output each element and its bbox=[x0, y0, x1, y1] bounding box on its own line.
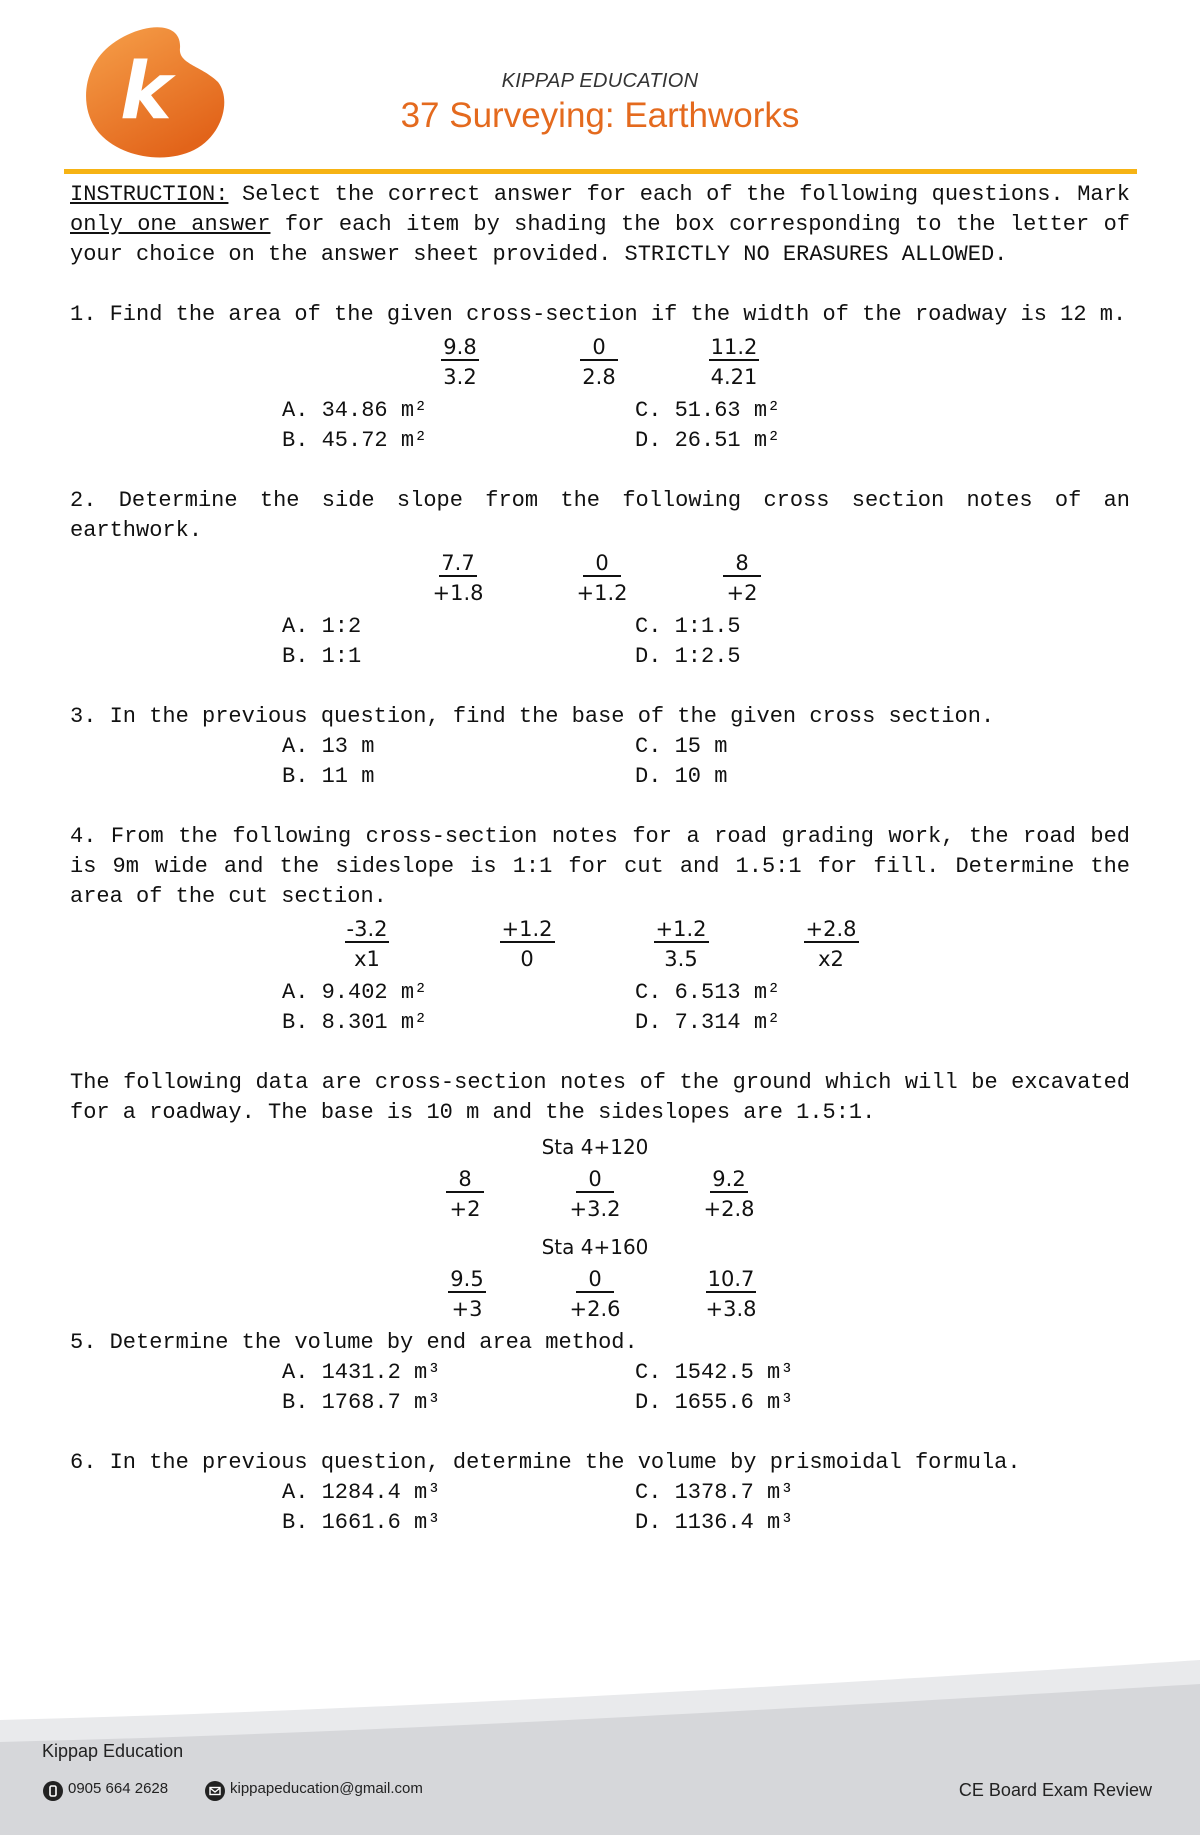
question-5: 5. Determine the volume by end area method. bbox=[70, 1330, 638, 1355]
note-denominator: +3.2 bbox=[569, 1197, 621, 1221]
choice-c: C. 1542.5 m³ bbox=[635, 1360, 794, 1385]
note-numerator: +2.8 bbox=[805, 917, 857, 941]
footer-email: kippapeducation@gmail.com bbox=[230, 1780, 423, 1797]
choice-d: D. 26.51 m² bbox=[635, 428, 781, 453]
footer-phone: 0905 664 2628 bbox=[68, 1780, 169, 1797]
note-numerator: -3.2 bbox=[346, 917, 388, 941]
choice-b: B. 8.301 m² bbox=[282, 1010, 428, 1035]
instruction-text: Select the correct answer for each of the following questions. Mark bbox=[228, 182, 1130, 207]
note-denominator: 0 bbox=[520, 947, 534, 971]
question-1: 1. Find the area of the given cross-section if the width of the roadway is 12 m. bbox=[70, 302, 1127, 327]
station-label: Sta 4+160 bbox=[541, 1235, 649, 1259]
choice-b: B. 45.72 m² bbox=[282, 428, 428, 453]
note-numerator: 8 bbox=[410, 1164, 520, 1194]
instruction-label: INSTRUCTION: bbox=[70, 182, 229, 207]
note-numerator: 9.5 bbox=[412, 1264, 522, 1294]
note-denominator: +2.6 bbox=[569, 1297, 621, 1321]
instruction-emphasis: only one answer bbox=[70, 212, 271, 237]
cross-section-notes-q2 bbox=[70, 546, 1130, 612]
note-denominator: x2 bbox=[818, 947, 844, 971]
choice-c: C. 1:1.5 bbox=[635, 614, 741, 639]
choices-q2 bbox=[70, 612, 1130, 672]
note-denominator: +3 bbox=[451, 1297, 483, 1321]
footer-brand: Kippap Education bbox=[42, 1741, 184, 1761]
choice-b: B. 1661.6 m³ bbox=[282, 1510, 441, 1535]
phone-icon bbox=[43, 1781, 63, 1801]
note-numerator: 0 bbox=[544, 332, 654, 362]
choices-q5 bbox=[70, 1358, 1130, 1418]
note-numerator: 0 bbox=[540, 1164, 650, 1194]
note-denominator: 3.5 bbox=[664, 947, 698, 971]
question-4: 4. From the following cross-section notes for a road grading work, the road bed is 9m wide and the sideslope is 1:1 for cut and 1.5:1 for fill. Determine the area of the cut section. bbox=[70, 824, 1130, 909]
choices-q1 bbox=[70, 396, 1130, 456]
choices-q4 bbox=[70, 978, 1130, 1038]
note-denominator: 4.21 bbox=[710, 365, 758, 389]
note-numerator: 7.7 bbox=[403, 548, 513, 578]
note-denominator: +1.8 bbox=[432, 581, 484, 605]
choice-a: A. 13 m bbox=[282, 734, 375, 759]
choice-d: D. 10 m bbox=[635, 764, 728, 789]
choice-d: D. 1:2.5 bbox=[635, 644, 741, 669]
choice-c: C. 1378.7 m³ bbox=[635, 1480, 794, 1505]
header-divider bbox=[64, 169, 1137, 174]
question-2: 2. Determine the side slope from the following cross section notes of an earthwork. bbox=[70, 488, 1130, 543]
choice-a: A. 9.402 m² bbox=[282, 980, 428, 1005]
note-numerator: +1.2 bbox=[655, 917, 707, 941]
choice-c: C. 6.513 m² bbox=[635, 980, 781, 1005]
note-denominator: +1.2 bbox=[576, 581, 628, 605]
question-3: 3. In the previous question, find the base of the given cross section. bbox=[70, 704, 995, 729]
instruction-text-cont: for each item by shading the box corresponding to the letter of your choice on the answer sheet provided. STRICTLY NO ERASURES ALLOWED. bbox=[70, 212, 1130, 267]
document-title: 37 Surveying: Earthworks bbox=[400, 96, 800, 135]
situation-text: The following data are cross-section notes of the ground which will be excavated for a roadway. The base is 10 m and the sideslopes are 1.5:1. bbox=[70, 1070, 1130, 1125]
choice-b: B. 1768.7 m³ bbox=[282, 1390, 441, 1415]
note-denominator: 2.8 bbox=[582, 365, 616, 389]
note-numerator: 0 bbox=[547, 548, 657, 578]
logo-letter: k bbox=[120, 47, 172, 137]
choice-c: C. 15 m bbox=[635, 734, 728, 759]
cross-section-notes-sta1 bbox=[70, 1162, 1130, 1228]
document-body bbox=[70, 180, 1130, 1538]
choice-d: D. 1136.4 m³ bbox=[635, 1510, 794, 1535]
footer-tagline: CE Board Exam Review bbox=[958, 1780, 1152, 1800]
note-numerator: 9.2 bbox=[674, 1164, 784, 1194]
note-denominator: x1 bbox=[354, 947, 380, 971]
note-numerator: 10.7 bbox=[707, 1267, 755, 1291]
station-label: Sta 4+120 bbox=[541, 1135, 649, 1159]
note-denominator: +2 bbox=[449, 1197, 481, 1221]
kippap-logo bbox=[82, 26, 228, 160]
cross-section-notes-q1 bbox=[70, 330, 1130, 396]
note-numerator: 8 bbox=[687, 548, 797, 578]
note-numerator: 0 bbox=[540, 1264, 650, 1294]
choice-a: A. 1284.4 m³ bbox=[282, 1480, 441, 1505]
question-6: 6. In the previous question, determine the volume by prismoidal formula. bbox=[70, 1450, 1021, 1475]
instruction bbox=[70, 180, 1130, 270]
choice-a: A. 34.86 m² bbox=[282, 398, 428, 423]
choice-c: C. 51.63 m² bbox=[635, 398, 781, 423]
choice-d: D. 1655.6 m³ bbox=[635, 1390, 794, 1415]
choice-a: A. 1431.2 m³ bbox=[282, 1360, 441, 1385]
cross-section-notes-sta2 bbox=[70, 1262, 1130, 1328]
station-label-row bbox=[70, 1128, 1130, 1162]
choice-b: B. 11 m bbox=[282, 764, 375, 789]
note-numerator: 11.2 bbox=[710, 335, 758, 359]
note-numerator: 9.8 bbox=[405, 332, 515, 362]
note-denominator: +2.8 bbox=[703, 1197, 755, 1221]
note-denominator: +3.8 bbox=[705, 1297, 757, 1321]
choice-a: A. 1:2 bbox=[282, 614, 362, 639]
cross-section-notes-q4 bbox=[70, 912, 1130, 978]
email-icon bbox=[205, 1781, 225, 1801]
choices-q3 bbox=[70, 732, 1130, 792]
brand-name: KIPPAP EDUCATION bbox=[501, 70, 699, 92]
note-numerator: +1.2 bbox=[501, 917, 553, 941]
choice-b: B. 1:1 bbox=[282, 644, 362, 669]
note-denominator: 3.2 bbox=[443, 365, 477, 389]
choice-d: D. 7.314 m² bbox=[635, 1010, 781, 1035]
station-label-row bbox=[70, 1228, 1130, 1262]
choices-q6 bbox=[70, 1478, 1130, 1538]
note-denominator: +2 bbox=[726, 581, 758, 605]
